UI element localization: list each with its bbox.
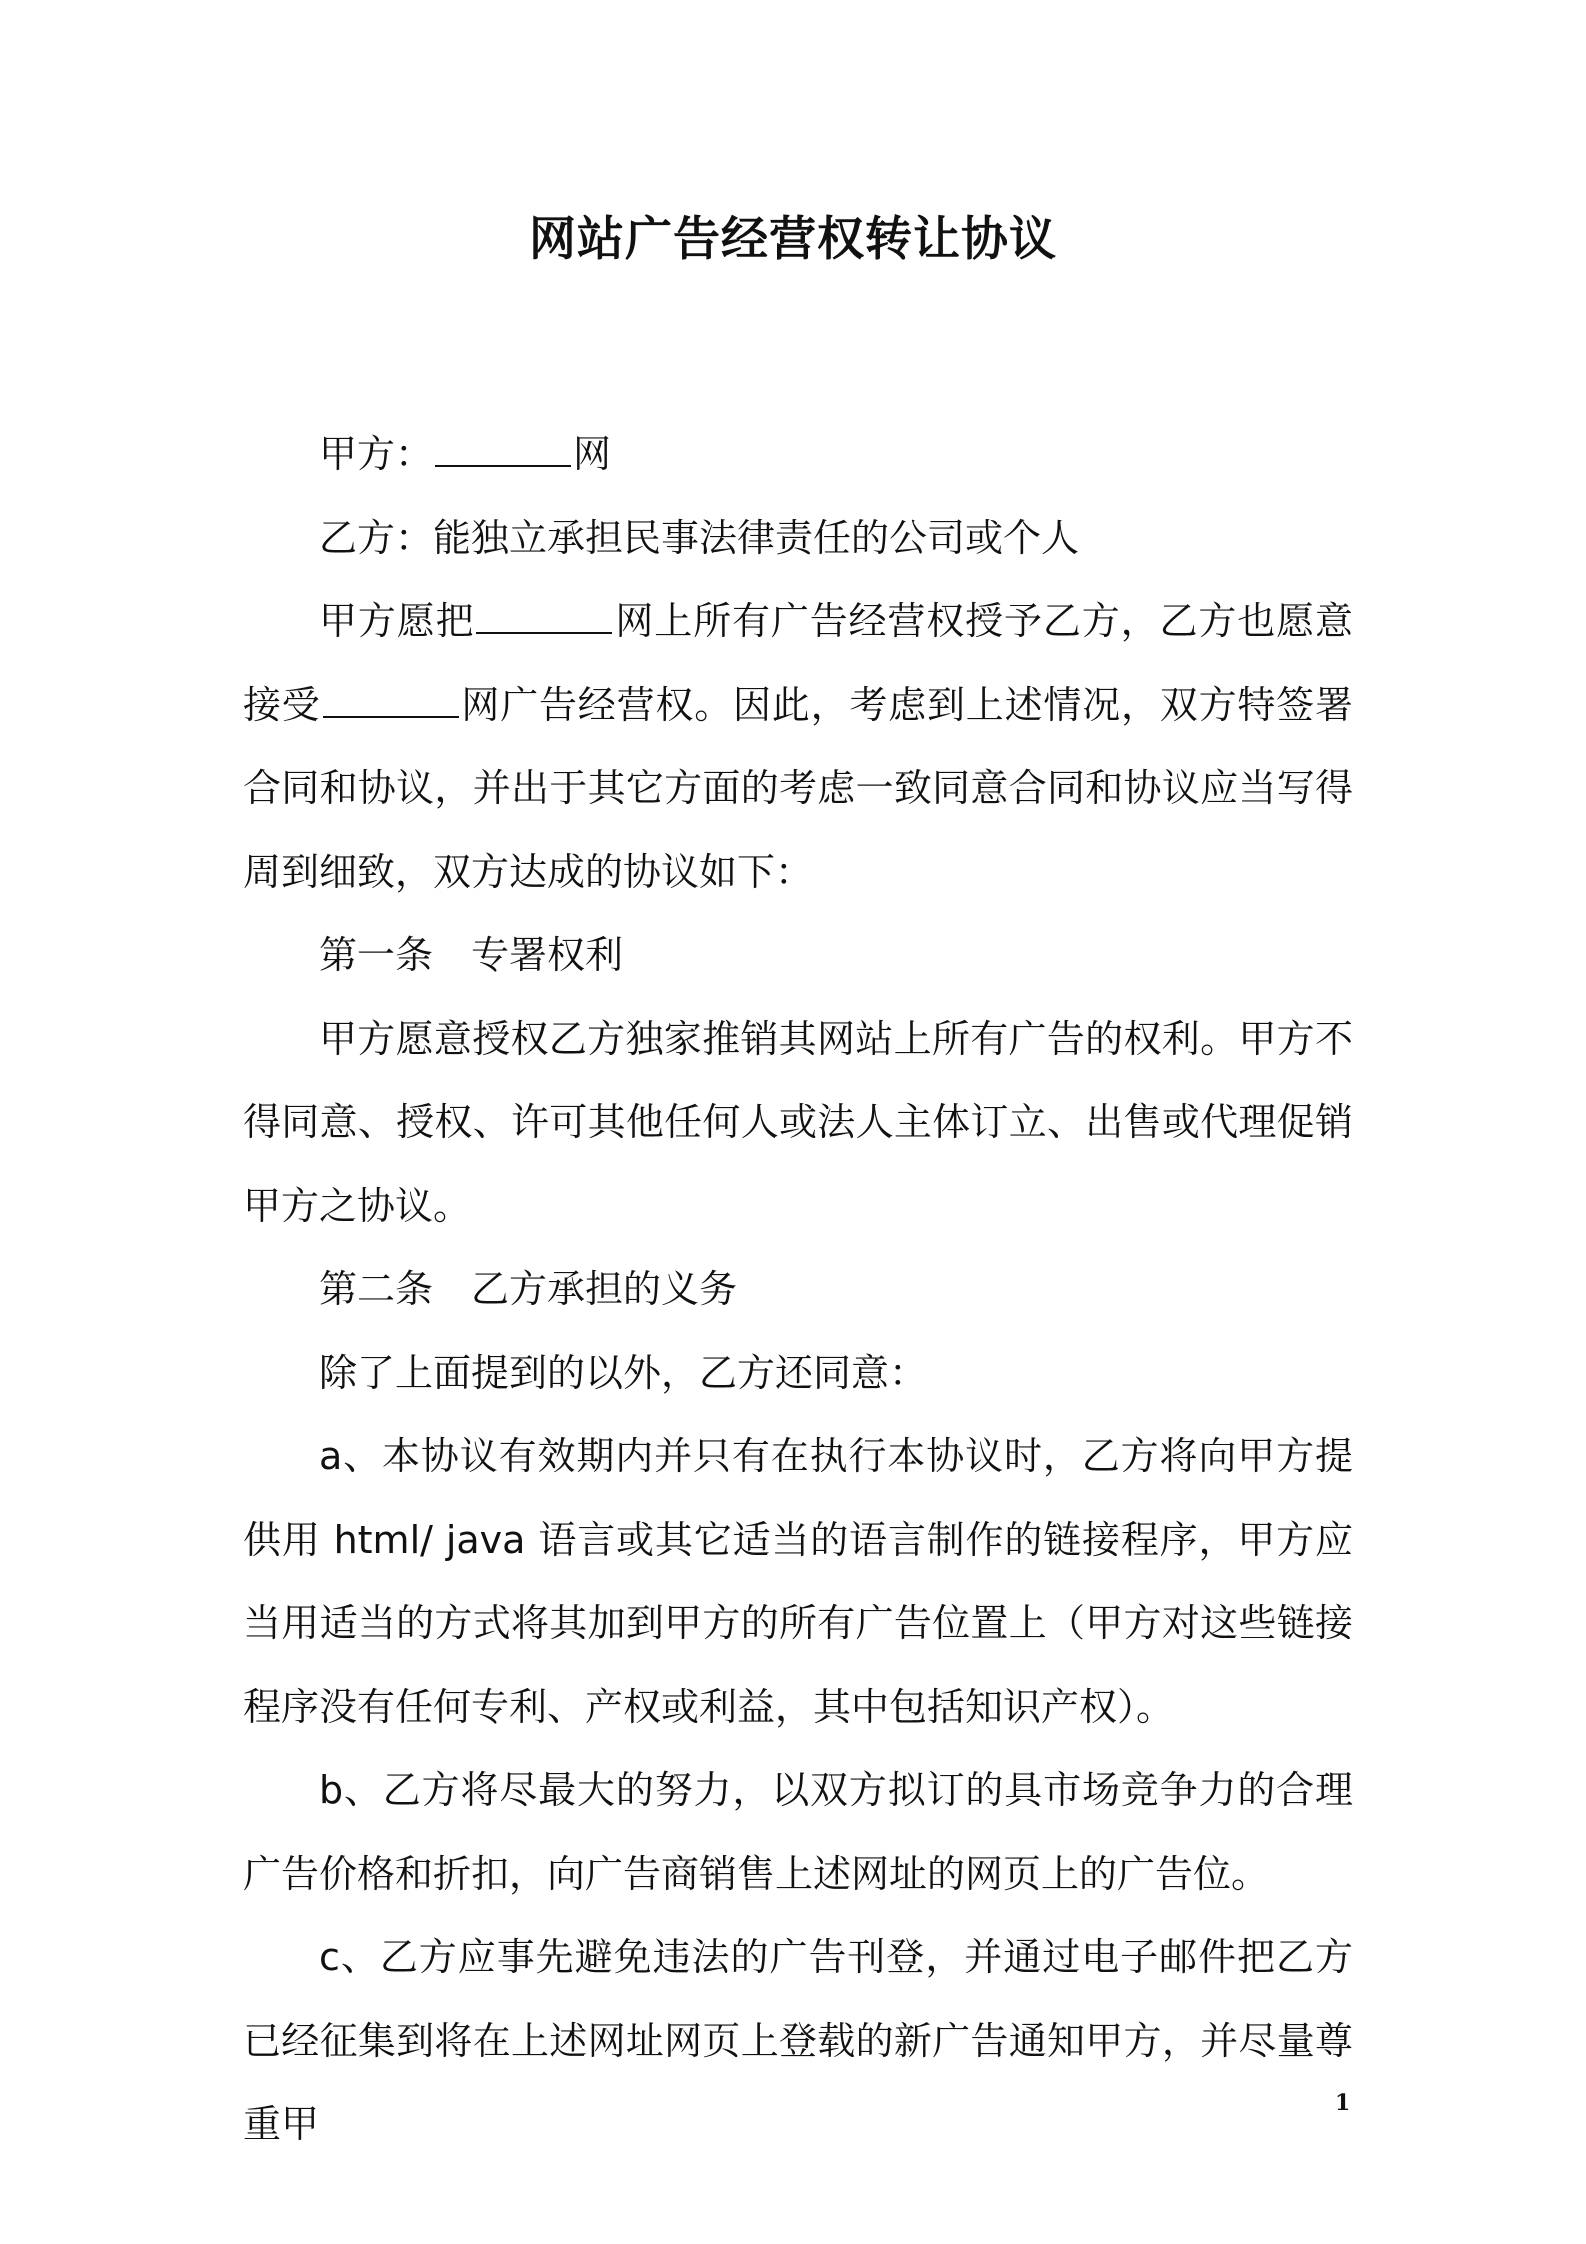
document-title: 网站广告经营权转让协议 <box>529 212 1057 267</box>
party-a-label: 甲方： <box>319 432 434 476</box>
party-a-suffix: 网 <box>573 432 612 476</box>
article-1-paragraph: 甲方愿意授权乙方独家推销其网站上所有广告的权利。甲方不得同意、授权、许可其他任何人或法人主体订立、出售或代理促销甲方之协议。 <box>243 1016 1353 1228</box>
intro-part-1: 甲方愿把 <box>319 599 475 643</box>
article-2-title: 乙方承担的义务 <box>471 1267 738 1311</box>
blank-line <box>476 600 612 634</box>
article-2-item-a: a、本协议有效期内并只有在执行本协议时，乙方将向甲方提供用 html/ java 语言或其它适当的语言制作的链接程序，甲方应当用适当的方式将其加到甲方的所有广告位置上（甲方对这些链接程序没有任何专利、产权或利益，其中包括知识产权）。 <box>243 1434 1353 1729</box>
blank-line <box>435 433 571 467</box>
page-number: 1 <box>1335 2090 1351 2116</box>
intro-part-2: 网上所有广告经营权授予乙方，乙方也愿意接受 <box>243 599 1353 727</box>
article-2-heading <box>243 1248 1353 1332</box>
article-2-number: 第二条 <box>319 1267 434 1311</box>
article-2-item-c: c、乙方应事先避免违法的广告刊登，并通过电子邮件把乙方已经征集到将在上述网址网页上登载的新广告通知甲方，并尽量尊重甲 <box>243 1935 1353 2146</box>
article-1-heading <box>243 914 1353 998</box>
article-2-lead: 除了上面提到的以外，乙方还同意： <box>319 1350 928 1395</box>
party-a-line <box>243 413 1353 497</box>
article-1-number: 第一条 <box>319 933 434 977</box>
intro-part-3: 网广告经营权。因此，考虑到上述情况，双方特签署合同和协议，并出于其它方面的考虑一致同意合同和协议应当写得周到细致，双方达成的协议如下： <box>243 682 1353 894</box>
document-body <box>243 413 1353 2167</box>
party-b-line: 乙方：能独立承担民事法律责任的公司或个人 <box>319 515 1080 560</box>
article-1-title: 专署权利 <box>471 933 624 977</box>
intro-paragraph <box>243 580 1353 914</box>
blank-line <box>323 684 459 718</box>
article-2-item-b: b、乙方将尽最大的努力，以双方拟订的具市场竞争力的合理广告价格和折扣，向广告商销售上述网址的网页上的广告位。 <box>243 1768 1353 1896</box>
